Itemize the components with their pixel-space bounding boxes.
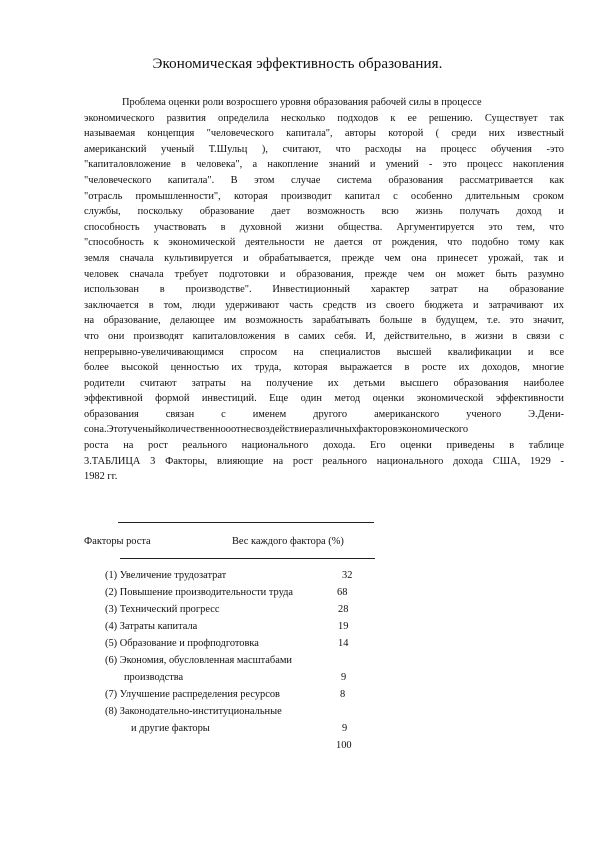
factor-value: 32 — [342, 570, 353, 581]
factor-value: 14 — [338, 638, 349, 649]
table-top-rule — [118, 522, 374, 523]
factor-label: (8) Законодательно-институциональные — [105, 706, 282, 717]
table-row — [0, 621, 595, 637]
table-row — [0, 604, 595, 620]
factor-label-cont: и другие факторы — [131, 723, 210, 734]
table-header-factor: Факторы роста — [84, 536, 151, 547]
paragraph-line: 1982 гг. — [84, 471, 118, 483]
table-header-weight: Вес каждого фактора (%) — [232, 536, 344, 547]
paragraph-line: сона.Этотученыйколичественнооотнесвоздействиеразличныхфакторовэкономического — [84, 424, 469, 436]
paragraph-line: эффективной формой инвестиций. Еще один метод оценки экономической эффективности — [84, 393, 564, 405]
table-row — [0, 587, 595, 603]
factor-label: (7) Улучшение распределения ресурсов — [105, 689, 280, 700]
factor-label: (5) Образование и профподготовка — [105, 638, 259, 649]
paragraph-line: родители считают затраты на получение их детьми высшего образования наиболее — [84, 377, 564, 389]
paragraph-line: более высокой ценностью их труда, которая выражается в росте их доходов, многие — [84, 362, 564, 374]
paragraph-line: Проблема оценки роли возросшего уровня образования рабочей силы в процессе — [122, 97, 482, 108]
paragraph-line: "капиталовложение в человека", а накопление знаний и умений - это процесс накопления — [84, 159, 564, 171]
table-row-continuation — [0, 672, 595, 688]
factor-label: (6) Экономия, обусловленная масштабами — [105, 655, 292, 666]
factor-value: 9 — [342, 723, 348, 734]
document-title: Экономическая эффективность образования. — [152, 56, 443, 72]
paragraph-line: "человеческого капитала". В этом случае система образования рассматривается как — [84, 174, 564, 186]
paragraph-line: что они производят капиталовложения в самих себя. И, действительно, в жизни в связи с — [84, 330, 564, 342]
table-row-continuation — [0, 723, 595, 739]
paragraph-line: человек сначала требует подготовки и образования, прежде чем он может быть разумно — [84, 268, 564, 280]
table-row — [0, 689, 595, 705]
factor-value: 28 — [338, 604, 349, 615]
paragraph-line: называемая концепция "человеческого капитала", авторы которой ( среди них известный — [84, 128, 564, 140]
paragraph-line: службы, поскольку образование дает возможность всю жизнь получать доход и — [84, 206, 564, 218]
factor-label: (2) Повышение производительности труда — [105, 587, 294, 598]
factor-label-cont: производства — [124, 672, 184, 683]
table-total-row — [0, 740, 595, 756]
paragraph-line: земля сначала культивируется и обрабатывается, прежде чем она принесет урожай, так и — [84, 252, 564, 264]
table-row — [0, 638, 595, 654]
table-row — [0, 570, 595, 586]
paragraph-line: использован в производстве". Инвестиционный характер затрат на образование — [84, 284, 564, 296]
paragraph-line: 3.ТАБЛИЦА 3 Факторы, влияющие на рост реального национального дохода США, 1929 - — [84, 455, 564, 467]
factor-label: (3) Технический прогресс — [105, 604, 220, 615]
paragraph-line: роста на рост реального национального дохода. Его оценки приведены в таблице — [84, 440, 564, 452]
factor-value: 68 — [337, 587, 348, 598]
paragraph-line: "отрасль промышленности", которая производит капитал с особенно длительным сроком — [84, 190, 564, 202]
paragraph-line: способность участвовать в духовной жизни общества. Аргументируется это тем, что — [84, 221, 564, 233]
factor-label: (4) Затраты капитала — [105, 621, 198, 632]
table-row — [0, 655, 595, 671]
paragraph-line: заключается в том, люди удерживают часть средств из своего бюджета и затрачивают их — [84, 299, 564, 311]
paragraph-line: на образование, делающее им возможность зарабатывать больше в будущем, т.е. это значит, — [84, 315, 564, 327]
paragraph-line: образования связан с именем другого американского ученого Э.Дени- — [84, 408, 564, 420]
body-paragraph — [84, 95, 564, 485]
paragraph-line: "способность к экономической деятельности не дается от рождения, что подобно тому как — [84, 237, 564, 249]
paragraph-line: американский ученый Т.Шульц ), считают, что расходы на процесс обучения -это — [84, 143, 564, 155]
table-row — [0, 706, 595, 722]
paragraph-line: экономического развития определила несколько подходов к ее решению. Существует так — [84, 112, 564, 124]
factor-value: 9 — [341, 672, 347, 683]
factor-value: 19 — [338, 621, 349, 632]
factor-label: (1) Увеличение трудозатрат — [105, 570, 227, 581]
paragraph-line: непрерывно-увеличивающимся спросом на специалистов высшей квалификации и все — [84, 346, 564, 358]
factor-value: 8 — [340, 689, 346, 700]
total-value: 100 — [336, 740, 352, 751]
table-header-rule — [120, 558, 375, 559]
